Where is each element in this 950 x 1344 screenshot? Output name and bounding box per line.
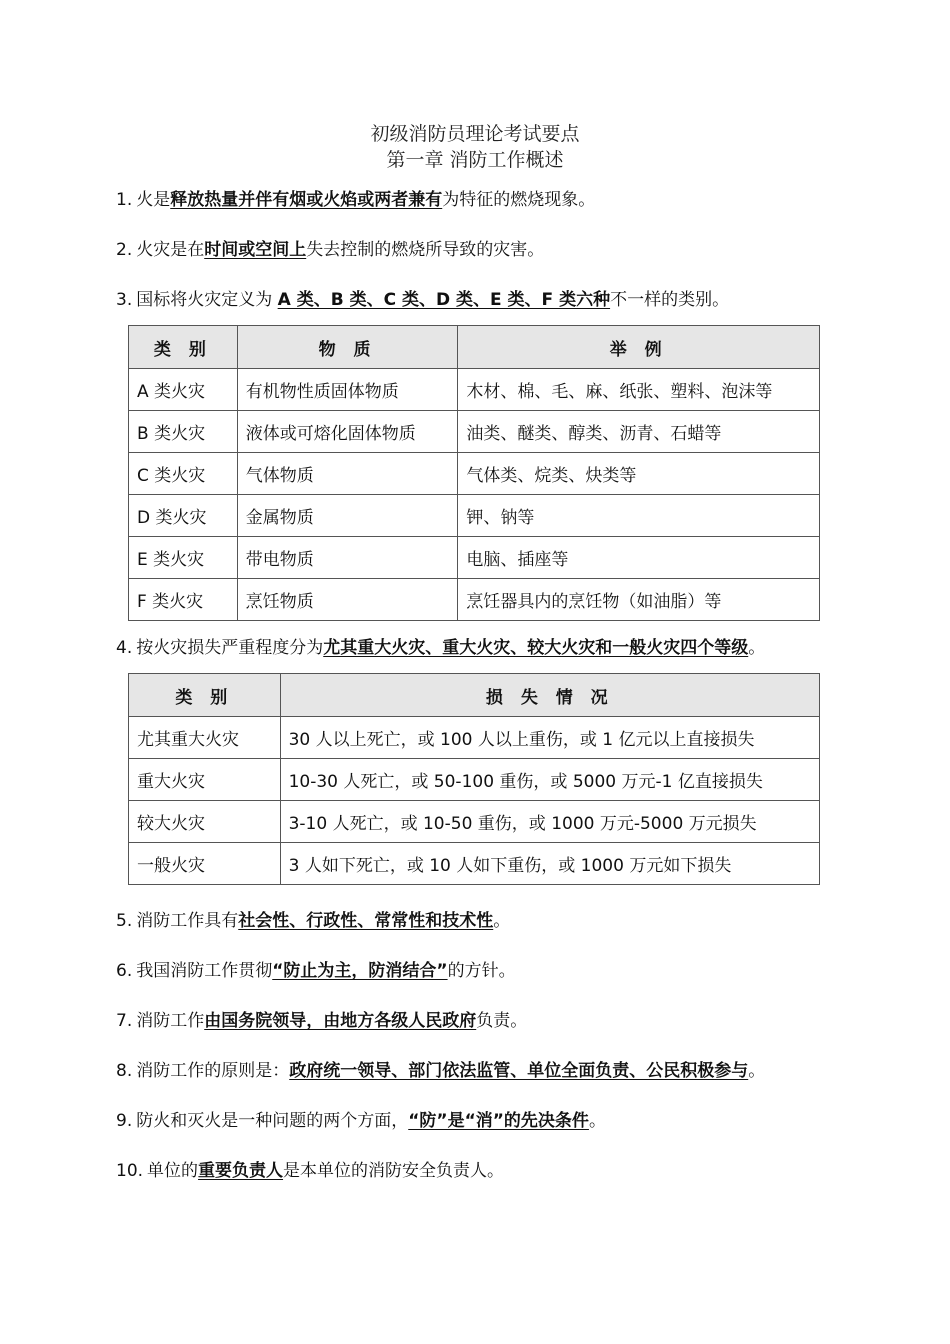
table-row xyxy=(129,411,820,453)
table-cell: 带电物质 xyxy=(237,537,458,579)
point-number: 7. xyxy=(116,1011,133,1031)
point-text: 。 xyxy=(588,1111,606,1131)
point-1 xyxy=(116,187,846,213)
point-text: 消防工作的原则是： xyxy=(136,1061,290,1081)
table-cell: 木材、棉、毛、麻、纸张、塑料、泡沫等 xyxy=(458,369,820,411)
table-header-row xyxy=(129,326,820,369)
column-header: 类 别 xyxy=(129,326,238,369)
table-row xyxy=(129,369,820,411)
point-9 xyxy=(116,1108,846,1134)
table-cell: 烹饪物质 xyxy=(237,579,458,621)
table-row xyxy=(129,759,820,801)
point-text: 为特征的燃烧现象。 xyxy=(442,190,596,210)
point-text: 消防工作 xyxy=(136,1011,205,1031)
table-cell: 有机物性质固体物质 xyxy=(237,369,458,411)
point-text: 按火灾损失严重程度分为 xyxy=(136,638,324,658)
point-number: 10. xyxy=(116,1161,144,1181)
table-row xyxy=(129,801,820,843)
point-4 xyxy=(116,635,846,661)
point-text: 的方针。 xyxy=(447,961,516,981)
table-cell: 尤其重大火灾 xyxy=(129,717,281,759)
table-cell: 液体或可熔化固体物质 xyxy=(237,411,458,453)
column-header: 损 失 情 况 xyxy=(280,674,819,717)
point-text: 。 xyxy=(493,911,511,931)
point-8 xyxy=(116,1058,846,1084)
point-number: 8. xyxy=(116,1061,133,1081)
fire-class-table xyxy=(128,325,820,621)
table-header-row xyxy=(129,674,820,717)
table-cell: B 类火灾 xyxy=(129,411,238,453)
point-text: 国标将火灾定义为 xyxy=(136,290,278,310)
table-cell: 3-10 人死亡，或 10-50 重伤，或 1000 万元-5000 万元损失 xyxy=(280,801,819,843)
column-header: 举 例 xyxy=(458,326,820,369)
point-key-phrase: 尤其重大火灾、重大火灾、较大火灾和一般火灾四个等级 xyxy=(323,638,749,658)
point-number: 4. xyxy=(116,638,133,658)
point-text: 单位的 xyxy=(147,1161,199,1181)
table-row xyxy=(129,453,820,495)
table-cell: A 类火灾 xyxy=(129,369,238,411)
point-number: 2. xyxy=(116,240,133,260)
table-cell: 重大火灾 xyxy=(129,759,281,801)
document-title: 初级消防员理论考试要点 xyxy=(370,123,580,145)
point-key-phrase: 社会性、行政性、常常性和技术性 xyxy=(238,911,494,931)
point-text: 防火和灭火是一种问题的两个方面， xyxy=(136,1111,409,1131)
point-key-phrase: 重要负责人 xyxy=(198,1161,284,1181)
point-key-phrase: 政府统一领导、部门依法监管、单位全面负责、公民积极参与 xyxy=(289,1061,749,1081)
table-cell: 10-30 人死亡，或 50-100 重伤，或 5000 万元-1 亿直接损失 xyxy=(280,759,819,801)
table-cell: 电脑、插座等 xyxy=(458,537,820,579)
point-text: 不一样的类别。 xyxy=(610,290,730,310)
table-cell: 油类、醚类、醇类、沥青、石蜡等 xyxy=(458,411,820,453)
point-text: 火灾是在 xyxy=(136,240,205,260)
point-key-phrase: 释放热量并伴有烟或火焰或两者兼有 xyxy=(170,190,443,210)
column-header: 物 质 xyxy=(237,326,458,369)
point-number: 1. xyxy=(116,190,133,210)
column-header: 类 别 xyxy=(129,674,281,717)
table-cell: 烹饪器具内的烹饪物（如油脂）等 xyxy=(458,579,820,621)
point-text: 消防工作具有 xyxy=(136,911,239,931)
point-number: 3. xyxy=(116,290,133,310)
point-number: 5. xyxy=(116,911,133,931)
table-row xyxy=(129,843,820,885)
point-3 xyxy=(116,287,846,313)
point-text: 是本单位的消防安全负责人。 xyxy=(283,1161,505,1181)
point-key-phrase: “防”是“消”的先决条件 xyxy=(408,1111,589,1131)
table-row xyxy=(129,495,820,537)
table-cell: 钾、钠等 xyxy=(458,495,820,537)
point-key-phrase: A 类、B 类、C 类、D 类、E 类、F 类六种 xyxy=(277,290,611,310)
point-number: 9. xyxy=(116,1111,133,1131)
table-cell: 较大火灾 xyxy=(129,801,281,843)
table-row xyxy=(129,579,820,621)
point-7 xyxy=(116,1008,846,1034)
point-2 xyxy=(116,237,846,263)
point-text: 负责。 xyxy=(476,1011,528,1031)
table-cell: D 类火灾 xyxy=(129,495,238,537)
point-text: 火是 xyxy=(136,190,171,210)
table-cell: 气体类、烷类、炔类等 xyxy=(458,453,820,495)
table-cell: 金属物质 xyxy=(237,495,458,537)
fire-grade-table xyxy=(128,673,820,885)
table-row xyxy=(129,717,820,759)
table-cell: 3 人如下死亡，或 10 人如下重伤，或 1000 万元如下损失 xyxy=(280,843,819,885)
table-cell: 30 人以上死亡，或 100 人以上重伤，或 1 亿元以上直接损失 xyxy=(280,717,819,759)
table-cell: 气体物质 xyxy=(237,453,458,495)
point-text: 我国消防工作贯彻 xyxy=(136,961,273,981)
chapter-title: 第一章 消防工作概述 xyxy=(386,149,564,171)
point-key-phrase: 由国务院领导，由地方各级人民政府 xyxy=(204,1011,477,1031)
point-key-phrase: “防止为主，防消结合” xyxy=(272,961,448,981)
table-cell: F 类火灾 xyxy=(129,579,238,621)
point-text: 。 xyxy=(748,1061,766,1081)
point-text: 。 xyxy=(748,638,766,658)
point-10 xyxy=(116,1158,846,1184)
point-text: 失去控制的燃烧所导致的灾害。 xyxy=(306,240,545,260)
point-key-phrase: 时间或空间上 xyxy=(204,240,307,260)
point-5 xyxy=(116,908,846,934)
point-6 xyxy=(116,958,846,984)
table-cell: C 类火灾 xyxy=(129,453,238,495)
point-number: 6. xyxy=(116,961,133,981)
table-cell: E 类火灾 xyxy=(129,537,238,579)
table-cell: 一般火灾 xyxy=(129,843,281,885)
table-row xyxy=(129,537,820,579)
